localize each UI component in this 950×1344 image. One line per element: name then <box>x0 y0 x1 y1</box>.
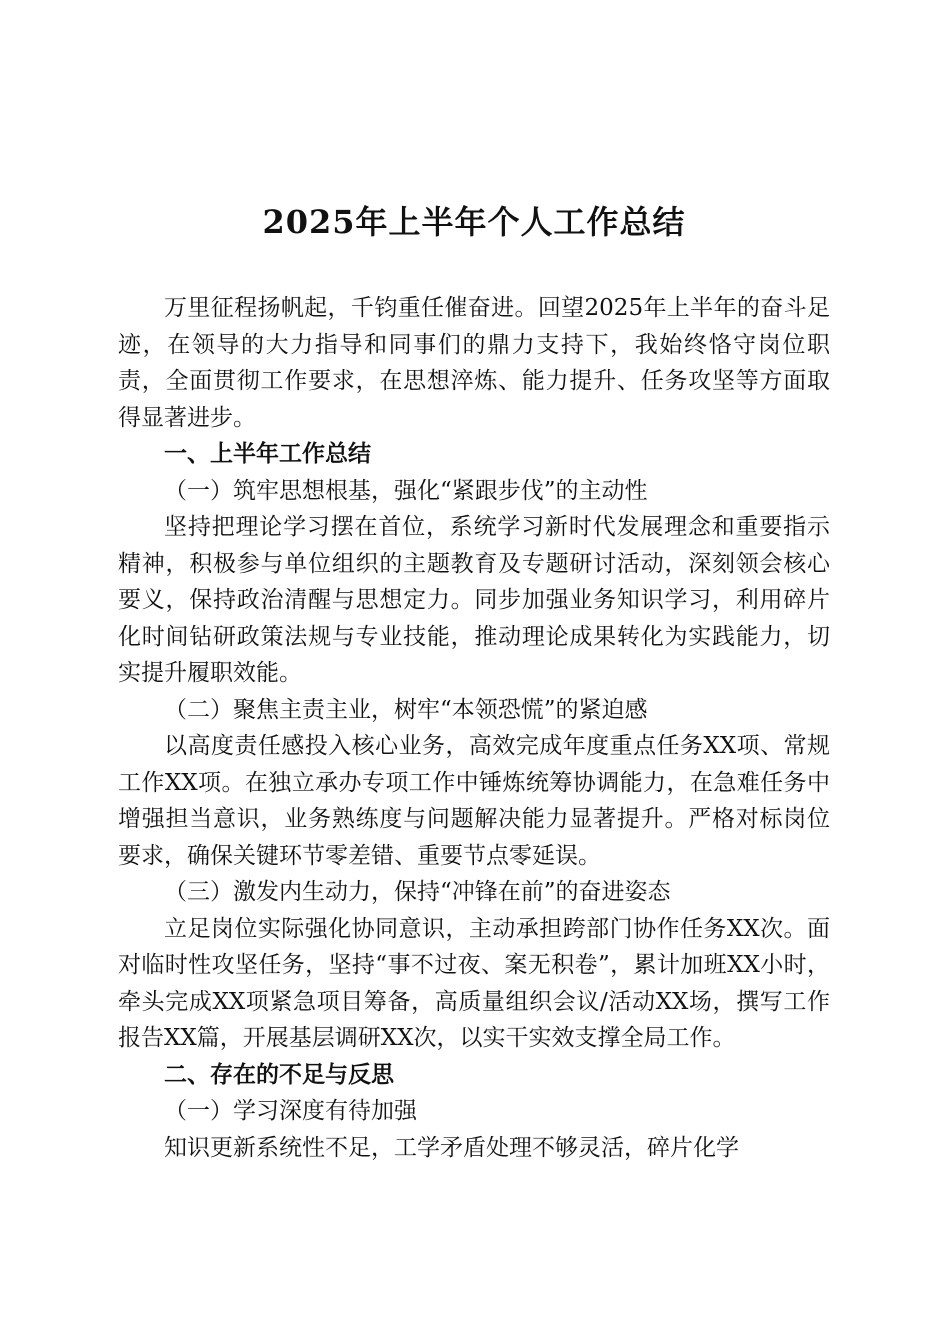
section2-heading: 二、存在的不足与反思 <box>164 1060 394 1088</box>
document-body <box>118 290 830 1166</box>
document-title: 2025年上半年个人工作总结 <box>262 203 686 241</box>
section1-sub2-paragraph: 以高度责任感投入核心业务，高效完成年度重点任务XX项、常规工作XX项。在独立承办专项工作中锤炼统筹协调能力，在急难任务中增强担当意识，业务熟练度与问题解决能力显著提升。严格对标岗位要求，确保关键环节零差错、重要节点零延误。 <box>118 733 830 869</box>
intro-paragraph: 万里征程扬帆起，千钧重任催奋进。回望2025年上半年的奋斗足迹，在领导的大力指导和同事们的鼎力支持下，我始终恪守岗位职责，全面贯彻工作要求，在思想淬炼、能力提升、任务攻坚等方面取得显著进步。 <box>118 295 830 431</box>
section1-sub2-heading: （二）聚焦主责主业，树牢“本领恐慌”的紧迫感 <box>164 696 648 723</box>
section1-sub3-heading: （三）激发内生动力，保持“冲锋在前”的奋进姿态 <box>164 879 671 905</box>
section1-sub3-paragraph: 立足岗位实际强化协同意识，主动承担跨部门协作任务XX次。面对临时性攻坚任务，坚持“事不过夜、案无积卷”，累计加班XX小时，牵头完成XX项紧急项目筹备，高质量组织会议/活动XX场，撰写工作报告XX篇，开展基层调研XX次，以实干实效支撑全局工作。 <box>118 915 830 1051</box>
section1-heading: 一、上半年工作总结 <box>164 440 371 467</box>
section2-sub1-paragraph: 知识更新系统性不足，工学矛盾处理不够灵活，碎片化学 <box>164 1134 739 1161</box>
section1-sub1-paragraph: 坚持把理论学习摆在首位，系统学习新时代发展理念和重要指示精神，积极参与单位组织的主题教育及专题研讨活动，深刻领会核心要义，保持政治清醒与思想定力。同步加强业务知识学习，利用碎片化时间钻研政策法规与专业技能，推动理论成果转化为实践能力，切实提升履职效能。 <box>118 514 830 686</box>
section2-sub1-heading: （一）学习深度有待加强 <box>164 1098 417 1124</box>
section1-sub1-heading: （一）筑牢思想根基，强化“紧跟步伐”的主动性 <box>164 477 648 504</box>
